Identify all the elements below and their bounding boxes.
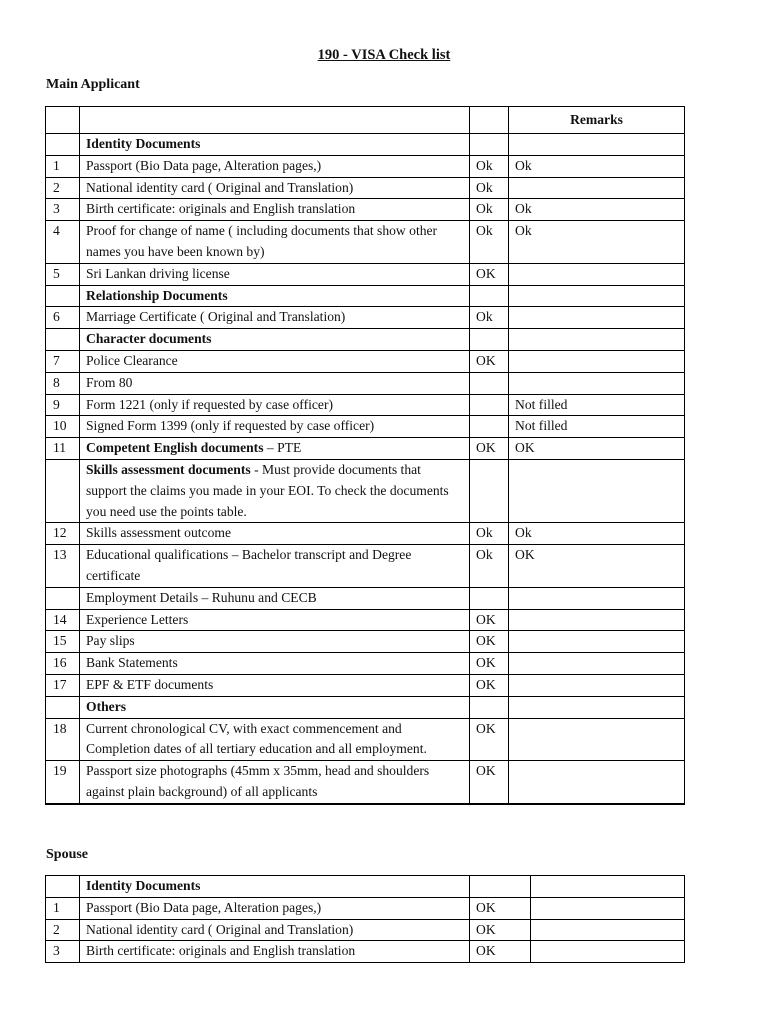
- remark-cell: Not filled: [509, 394, 685, 416]
- row-number: 2: [46, 177, 80, 199]
- item-description: Signed Form 1399 (only if requested by case officer): [80, 416, 470, 438]
- row-number: [46, 587, 80, 609]
- table-row: [46, 221, 685, 264]
- row-number: [46, 876, 80, 898]
- status-cell: [470, 285, 509, 307]
- item-description: National identity card ( Original and Translation): [80, 177, 470, 199]
- item-title: Competent English documents: [86, 440, 264, 456]
- remark-cell: [531, 897, 685, 919]
- row-number: [46, 329, 80, 351]
- section-heading: Others: [80, 696, 470, 718]
- status-cell: OK: [470, 897, 531, 919]
- table-row: [46, 438, 685, 460]
- remark-cell: [509, 350, 685, 372]
- status-cell: Ok: [470, 199, 509, 221]
- item-description: Pay slips: [80, 631, 470, 653]
- table-row: [46, 653, 685, 675]
- row-number: 7: [46, 350, 80, 372]
- remark-cell: [509, 674, 685, 696]
- row-number: 13: [46, 545, 80, 588]
- item-description: Passport (Bio Data page, Alteration pages,): [80, 897, 470, 919]
- main-applicant-heading: Main Applicant: [46, 77, 140, 92]
- table-row: [46, 609, 685, 631]
- status-cell: [470, 696, 509, 718]
- spouse-table: [45, 875, 685, 963]
- remark-cell: [509, 718, 685, 761]
- status-cell: OK: [470, 350, 509, 372]
- status-cell: OK: [470, 263, 509, 285]
- item-description: [80, 459, 470, 522]
- item-description: Passport size photographs (45mm x 35mm, head and shoulders against plain background) of all applicants: [80, 761, 470, 804]
- status-cell: [470, 459, 509, 522]
- item-description: [80, 803, 470, 804]
- status-cell: OK: [470, 718, 509, 761]
- table-row: [46, 631, 685, 653]
- item-description: Employment Details – Ruhunu and CECB: [80, 587, 470, 609]
- item-description: Sri Lankan driving license: [80, 263, 470, 285]
- section-heading: Character documents: [80, 329, 470, 351]
- row-number: 3: [46, 941, 80, 963]
- row-number: 17: [46, 674, 80, 696]
- status-cell: Ok: [470, 523, 509, 545]
- item-detail: - Must provide documents that support the claims you made in your EOI. To check the documents you need use the points table.: [86, 461, 449, 519]
- table-row: [46, 177, 685, 199]
- spouse-heading: Spouse: [46, 847, 89, 862]
- item-description: From 80: [80, 372, 470, 394]
- table-row: [46, 545, 685, 588]
- table-row: [46, 761, 685, 804]
- remark-cell: [509, 459, 685, 522]
- remark-cell: OK: [509, 438, 685, 460]
- row-number: [46, 285, 80, 307]
- main-applicant-table: [45, 106, 685, 805]
- remark-cell: [509, 609, 685, 631]
- page-title: 190 - VISA Check list: [317, 47, 451, 63]
- status-cell: OK: [470, 653, 509, 675]
- status-cell: [470, 372, 509, 394]
- status-cell: OK: [470, 631, 509, 653]
- table-row: [46, 696, 685, 718]
- row-number: [46, 459, 80, 522]
- row-number: 8: [46, 372, 80, 394]
- table-row: [46, 718, 685, 761]
- remark-cell: [531, 919, 685, 941]
- status-cell: [470, 803, 509, 804]
- row-number: 4: [46, 221, 80, 264]
- item-description: EPF & ETF documents: [80, 674, 470, 696]
- table-header-row: [46, 107, 685, 134]
- remark-cell: [509, 372, 685, 394]
- item-description: Form 1221 (only if requested by case officer): [80, 394, 470, 416]
- remark-cell: [509, 696, 685, 718]
- status-cell: Ok: [470, 155, 509, 177]
- row-number: 2: [46, 919, 80, 941]
- table-row: [46, 394, 685, 416]
- item-description: Educational qualifications – Bachelor transcript and Degree certificate: [80, 545, 470, 588]
- table-row: [46, 587, 685, 609]
- remarks-header: Remarks: [509, 107, 685, 134]
- row-number: 19: [46, 761, 80, 804]
- status-cell: OK: [470, 941, 531, 963]
- remark-cell: [531, 876, 685, 898]
- status-cell: [470, 329, 509, 351]
- remark-cell: [509, 329, 685, 351]
- item-title: Skills assessment documents: [86, 461, 251, 477]
- status-cell: Ok: [470, 177, 509, 199]
- item-description: Current chronological CV, with exact commencement and Completion dates of all tertiary education and all employment.: [80, 718, 470, 761]
- status-cell: OK: [470, 919, 531, 941]
- item-description: Proof for change of name ( including documents that show other names you have been known by): [80, 221, 470, 264]
- table-row: [46, 350, 685, 372]
- item-description: Marriage Certificate ( Original and Translation): [80, 307, 470, 329]
- remark-cell: [509, 307, 685, 329]
- status-cell: OK: [470, 609, 509, 631]
- table-row: [46, 941, 685, 963]
- status-cell: [470, 587, 509, 609]
- item-description: Skills assessment outcome: [80, 523, 470, 545]
- table-row: [46, 134, 685, 156]
- row-number: [46, 803, 80, 804]
- header-cell-item: [80, 107, 470, 134]
- row-number: 5: [46, 263, 80, 285]
- row-number: 12: [46, 523, 80, 545]
- item-description: Birth certificate: originals and English translation: [80, 941, 470, 963]
- remark-cell: [509, 761, 685, 804]
- remark-cell: [509, 587, 685, 609]
- remark-cell: [509, 653, 685, 675]
- item-description: [80, 438, 470, 460]
- header-cell-status: [470, 107, 509, 134]
- status-cell: [470, 134, 509, 156]
- table-row: [46, 876, 685, 898]
- remark-cell: Ok: [509, 523, 685, 545]
- remark-cell: [509, 285, 685, 307]
- row-number: 1: [46, 155, 80, 177]
- row-number: [46, 134, 80, 156]
- item-detail: – PTE: [263, 440, 302, 456]
- item-description: Experience Letters: [80, 609, 470, 631]
- table-row: [46, 803, 685, 804]
- table-row: [46, 263, 685, 285]
- row-number: 18: [46, 718, 80, 761]
- remark-cell: [509, 631, 685, 653]
- status-cell: Ok: [470, 307, 509, 329]
- row-number: 6: [46, 307, 80, 329]
- table-row: [46, 897, 685, 919]
- table-row: [46, 416, 685, 438]
- row-number: [46, 696, 80, 718]
- item-description: Birth certificate: originals and English translation: [80, 199, 470, 221]
- table-row: [46, 199, 685, 221]
- item-description: National identity card ( Original and Translation): [80, 919, 470, 941]
- item-description: Passport (Bio Data page, Alteration pages,): [80, 155, 470, 177]
- remark-cell: [509, 177, 685, 199]
- status-cell: Ok: [470, 545, 509, 588]
- remark-cell: Ok: [509, 155, 685, 177]
- remark-cell: [509, 263, 685, 285]
- row-number: 14: [46, 609, 80, 631]
- status-cell: [470, 394, 509, 416]
- table-row: [46, 523, 685, 545]
- remark-cell: Not filled: [509, 416, 685, 438]
- table-row: [46, 919, 685, 941]
- table-row: [46, 459, 685, 522]
- section-heading: Identity Documents: [80, 134, 470, 156]
- remark-cell: Ok: [509, 221, 685, 264]
- item-description: Police Clearance: [80, 350, 470, 372]
- table-row: [46, 155, 685, 177]
- row-number: 3: [46, 199, 80, 221]
- status-cell: OK: [470, 438, 509, 460]
- remark-cell: [531, 941, 685, 963]
- table-row: [46, 372, 685, 394]
- row-number: 15: [46, 631, 80, 653]
- table-row: [46, 285, 685, 307]
- table-row: [46, 307, 685, 329]
- table-row: [46, 329, 685, 351]
- remark-cell: Ok: [509, 199, 685, 221]
- row-number: 16: [46, 653, 80, 675]
- table-row: [46, 674, 685, 696]
- row-number: 9: [46, 394, 80, 416]
- item-description: Bank Statements: [80, 653, 470, 675]
- row-number: 1: [46, 897, 80, 919]
- status-cell: OK: [470, 674, 509, 696]
- remark-cell: [509, 803, 685, 804]
- section-heading: Relationship Documents: [80, 285, 470, 307]
- row-number: 10: [46, 416, 80, 438]
- status-cell: [470, 876, 531, 898]
- status-cell: OK: [470, 761, 509, 804]
- remark-cell: [509, 134, 685, 156]
- row-number: 11: [46, 438, 80, 460]
- remark-cell: OK: [509, 545, 685, 588]
- status-cell: Ok: [470, 221, 509, 264]
- status-cell: [470, 416, 509, 438]
- section-heading: Identity Documents: [80, 876, 470, 898]
- header-cell-no: [46, 107, 80, 134]
